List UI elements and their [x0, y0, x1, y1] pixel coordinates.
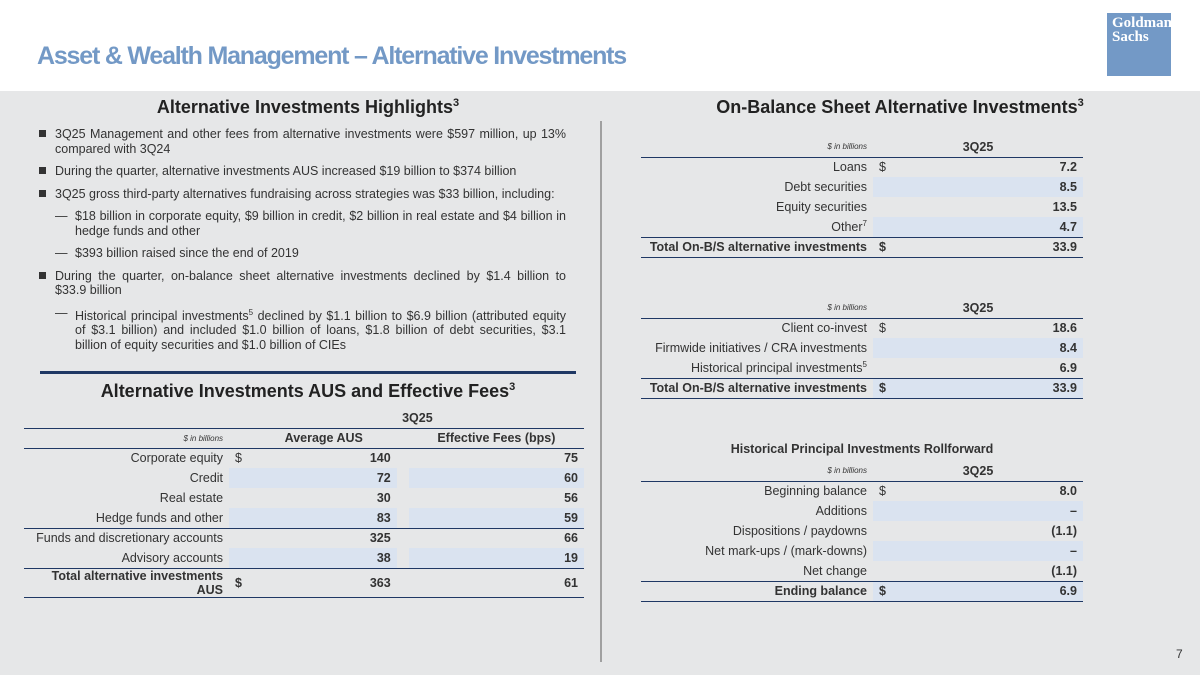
rollforward-table [641, 461, 1083, 602]
table-row [641, 501, 1083, 521]
average-aus-value: 325 [251, 528, 397, 548]
dollar-sign [873, 561, 893, 581]
dollar-sign [229, 468, 251, 488]
value: 33.9 [893, 378, 1083, 398]
value: 33.9 [893, 237, 1083, 257]
dollar-sign [873, 541, 893, 561]
list-item: 3Q25 gross third-party alternatives fundraising across strategies was $33 billion, including: [38, 187, 566, 202]
highlights-title: Alternative Investments Highlights$^3$ [156, 97, 460, 117]
period-header: 3Q25 [873, 298, 1083, 318]
row-label-text: Other [831, 220, 863, 235]
effective-fees-value: 59 [409, 508, 584, 528]
gap-cell [397, 448, 409, 468]
effective-fees-value: 66 [409, 528, 584, 548]
average-aus-value: 363 [251, 568, 397, 597]
highlights-list [38, 127, 566, 360]
dollar-sign [873, 197, 893, 217]
onbs-table-1 [641, 137, 1083, 258]
row-label [641, 237, 873, 257]
list-item: During the quarter, alternative investments AUS increased $19 billion to $374 billion [38, 164, 566, 179]
average-aus-value: 83 [251, 508, 397, 528]
gap-cell [397, 488, 409, 508]
value: – [893, 501, 1083, 521]
average-aus-value: 140 [369, 451, 391, 466]
table-row [641, 481, 1083, 501]
dollar-sign: $ [229, 568, 251, 597]
list-item: 3Q25 Management and other fees from alternative investments were $597 million, up 13% compared with 3Q24 [38, 127, 566, 156]
row-label-text: Ending balance [774, 584, 867, 598]
period-header: 3Q25 [873, 461, 1083, 481]
table-row [641, 217, 1083, 237]
table-row [641, 237, 1083, 257]
value: 6.9 [1059, 360, 1077, 375]
onbs-title: On-Balance Sheet Alternative Investments$^3$ [716, 97, 1084, 117]
unit-label: $ in billions [641, 298, 873, 318]
row-label-text: Beginning balance [764, 484, 867, 499]
table-row [641, 197, 1083, 217]
sub-list-item: — $393 billion raised since the end of 2019 [38, 246, 566, 261]
row-label [641, 157, 873, 177]
average-aus-value: 30 [376, 491, 391, 505]
value: 8.0 [1059, 484, 1077, 499]
table-row [24, 488, 584, 508]
table-row [24, 448, 584, 468]
value: (1.1) [1051, 524, 1077, 538]
row-label: Total alternative investments AUS [24, 568, 229, 597]
row-label [641, 358, 873, 378]
list-item: During the quarter, on-balance sheet alternative investments declined by $1.4 billion to $33.9 billion [38, 269, 566, 298]
table-row [641, 521, 1083, 541]
table-row [641, 358, 1083, 378]
table-row [641, 177, 1083, 197]
effective-fees-value: 56 [564, 491, 578, 505]
aus-table [24, 408, 584, 598]
row-label: Funds and discretionary accounts [24, 528, 229, 548]
value: 13.5 [1052, 200, 1077, 214]
table-row [641, 561, 1083, 581]
row-label [641, 541, 873, 561]
row-label [641, 521, 873, 541]
dollar-sign [229, 528, 251, 548]
dollar-sign [229, 508, 251, 528]
goldman-sachs-logo [1107, 13, 1171, 76]
vertical-divider [600, 121, 602, 662]
dollar-sign: $ [879, 484, 886, 499]
row-label-text: Net mark-ups / (mark-downs) [705, 544, 867, 558]
table-row [641, 318, 1083, 338]
gap-cell [397, 468, 409, 488]
dollar-sign [873, 338, 893, 358]
effective-fees-value: 60 [409, 468, 584, 488]
row-label [641, 318, 873, 338]
table-row [641, 378, 1083, 398]
column-header-average-aus: Average AUS [251, 428, 397, 448]
value: – [893, 541, 1083, 561]
row-label-text: Equity securities [775, 200, 867, 214]
unit-label: $ in billions [641, 137, 873, 157]
table-row [24, 468, 584, 488]
effective-fees-value: 61 [409, 568, 584, 597]
table-row [24, 508, 584, 528]
row-label [641, 177, 873, 197]
onbs-table-2 [641, 298, 1083, 399]
value: 4.7 [893, 217, 1083, 237]
row-label: Credit [189, 471, 224, 485]
dollar-sign: $ [879, 321, 886, 336]
row-label: Hedge funds and other [95, 510, 224, 525]
effective-fees-value: 75 [564, 451, 578, 466]
row-label [641, 338, 873, 358]
average-aus-value: 38 [251, 548, 397, 568]
page-title: Asset & Wealth Management – Alternative Investments [37, 42, 626, 70]
sub-list-item: — $18 billion in corporate equity, $9 billion in credit, $2 billion in real estate and $4 billion in hedge funds and other [38, 209, 566, 238]
table-row [24, 568, 584, 597]
dollar-sign: $ [879, 160, 886, 175]
footnote-marker: 5 [862, 360, 867, 370]
dollar-sign [873, 501, 893, 521]
gap-cell [397, 548, 409, 568]
row-label-text: Additions [815, 504, 867, 518]
footnote-marker: 7 [862, 219, 867, 229]
dollar-sign [873, 358, 893, 378]
row-label-text: Dispositions / paydowns [732, 524, 867, 538]
row-label [641, 501, 873, 521]
row-label: Real estate [159, 491, 224, 505]
row-label-text: Firmwide initiatives / CRA investments [655, 341, 867, 355]
dollar-sign: $ [873, 378, 893, 398]
value: 8.4 [893, 338, 1083, 358]
table-row [641, 157, 1083, 177]
average-aus-value: 72 [251, 468, 397, 488]
row-label-text: Client co-invest [781, 321, 867, 336]
dollar-sign [873, 177, 893, 197]
value: 6.9 [893, 581, 1083, 601]
section-separator [40, 371, 576, 374]
dollar-sign [873, 217, 893, 237]
page-number: 7 [1176, 647, 1183, 661]
value: 8.5 [893, 177, 1083, 197]
row-label [641, 581, 873, 601]
gap-cell [397, 528, 409, 548]
row-label [641, 217, 873, 237]
value: 7.2 [1059, 160, 1077, 175]
aus-title: Alternative Investments AUS and Effective Fees$^3$ [100, 381, 516, 401]
table-row [641, 541, 1083, 561]
row-label [641, 561, 873, 581]
period-header: 3Q25 [251, 408, 584, 428]
dollar-sign [873, 521, 893, 541]
row-label-text: Historical principal investments [690, 361, 863, 376]
sub-list-item: — Historical principal investments$^5$ declined by $1.1 billion to $6.9 billion (attributed equity of $3.1 billion) and included $1.0 billion of loans, $1.8 billion of debt securities, $3.1 billion of equity securities and $1.0 billion of CIEs [38, 306, 566, 353]
row-label: Advisory accounts [121, 550, 224, 565]
row-label-text: Debt securities [784, 180, 867, 194]
row-label-text: Total On-B/S alternative investments [649, 240, 867, 254]
dollar-sign: $ [235, 451, 242, 466]
period-header: 3Q25 [873, 137, 1083, 157]
unit-label: $ in billions [641, 461, 873, 481]
row-label [641, 481, 873, 501]
value: (1.1) [1051, 563, 1077, 578]
value: 18.6 [1052, 321, 1077, 336]
row-label-text: Total On-B/S alternative investments [649, 381, 867, 395]
dollar-sign: $ [873, 237, 893, 257]
effective-fees-value: 19 [409, 548, 584, 568]
table-row [641, 338, 1083, 358]
row-label-text: Net change [803, 563, 867, 578]
column-header-effective-fees: Effective Fees (bps) [409, 428, 584, 448]
gap-cell [397, 508, 409, 528]
row-label [641, 378, 873, 398]
table-row [641, 581, 1083, 601]
table-row [24, 548, 584, 568]
dollar-sign: $ [873, 581, 893, 601]
logo-line-1: Goldman [1112, 15, 1173, 31]
dollar-sign [229, 548, 251, 568]
row-label-text: Loans [832, 160, 867, 175]
unit-label: $ in billions [24, 428, 229, 448]
logo-line-2: Sachs [1112, 29, 1149, 45]
row-label [641, 197, 873, 217]
gap-cell [397, 568, 409, 597]
rollforward-title: Historical Principal Investments Rollforward [730, 442, 994, 456]
dollar-sign [229, 488, 251, 508]
table-row [24, 528, 584, 548]
row-label: Corporate equity [130, 451, 224, 466]
